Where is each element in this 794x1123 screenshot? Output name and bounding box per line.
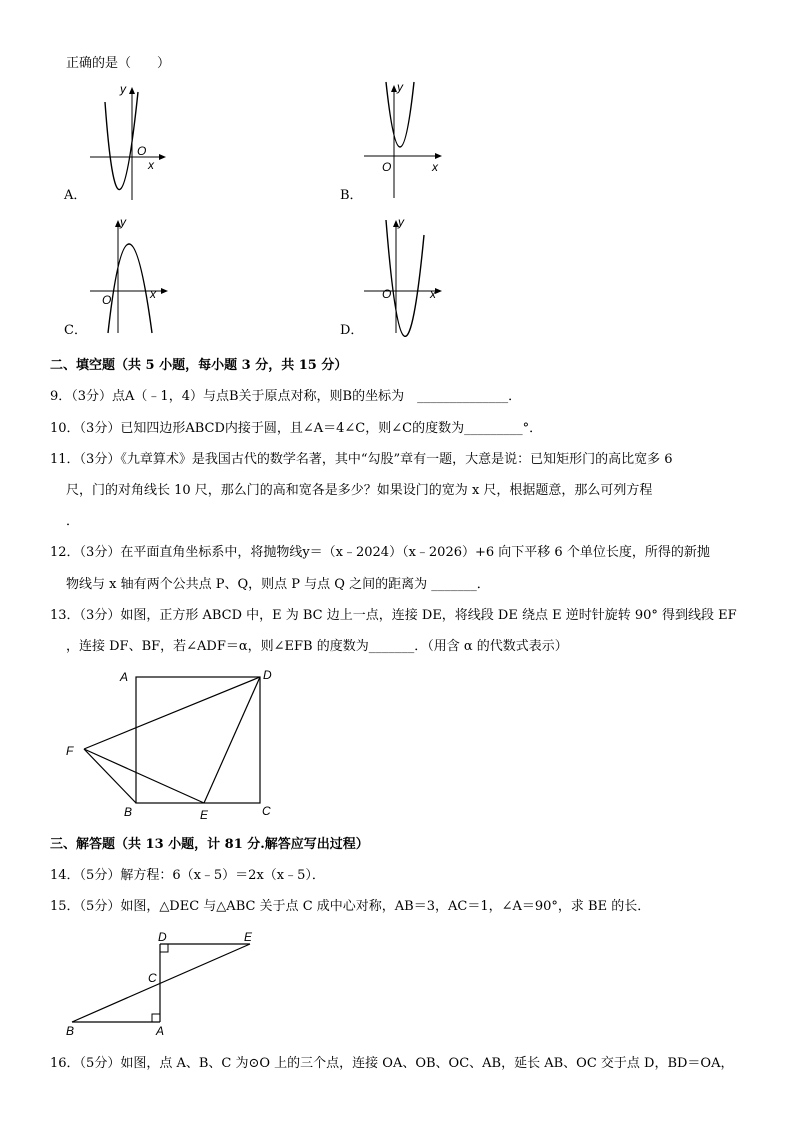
option-c-x-label: x [150, 287, 156, 301]
option-d-letter: D． [340, 323, 364, 338]
option-a-x-label: x [148, 158, 154, 172]
question-15: 15．（5分）如图，△DEC 与△ABC 关于点 C 成中心对称，AB＝3，AC＝1，∠A＝90°，求 BE 的长． [50, 899, 651, 914]
q15-label-a: A [156, 1024, 165, 1038]
question-12-line-1: 12．（3分）在平面直角坐标系中，将抛物线y＝（x﹣2024）（x﹣2026）+6 向下平移 6 个单位长度，所得的新抛 [50, 545, 710, 560]
question-9: 9．（3分）点A（﹣1，4）与点B关于原点对称，则B的坐标为 ______________． [50, 389, 522, 404]
option-c-y-label: y [120, 215, 126, 229]
option-c-graph [90, 215, 174, 335]
q15-label-e: E [244, 930, 253, 944]
q13-label-b: B [124, 805, 133, 819]
option-a-graph [90, 82, 170, 202]
q13-label-e: E [200, 808, 209, 822]
option-b-y-label: y [397, 80, 403, 94]
option-c-letter: C． [64, 323, 87, 338]
option-b-graph [364, 80, 448, 200]
q13-square-figure [60, 664, 290, 824]
q13-label-f: F [66, 744, 74, 758]
option-d-graph [364, 215, 448, 337]
q15-label-b: B [66, 1024, 75, 1038]
section-2-heading: 二、填空题（共 5 小题，每小题 3 分，共 15 分） [50, 358, 348, 373]
question-10: 10．（3分）已知四边形ABCD内接于圆，且∠A＝4∠C，则∠C的度数为_________°． [50, 421, 543, 436]
q15-label-c: C [148, 971, 157, 985]
option-c-origin-label: O [102, 293, 112, 307]
q13-label-a: A [120, 670, 129, 684]
option-d-origin-label: O [382, 287, 392, 301]
option-d-y-label: y [398, 215, 404, 229]
option-b-origin-label: O [382, 160, 392, 174]
q15-label-d: D [158, 930, 167, 944]
question-13-line-1: 13．（3分）如图，正方形 ABCD 中，E 为 BC 边上一点，连接 DE，将线段 DE 绕点 E 逆时针旋转 90° 得到线段 EF [50, 608, 737, 623]
option-d-x-label: x [430, 287, 436, 301]
question-16: 16．（5分）如图，点 A、B、C 为⊙O 上的三个点，连接 OA、OB、OC、AB，延长 AB、OC 交于点 D，BD＝OA， [50, 1056, 734, 1071]
question-11-line-1: 11．（3分）《九章算术》是我国古代的数学名著，其中“勾股”章有一题，大意是说：已知矩形门的高比宽多 6 [50, 452, 673, 467]
section-3-heading: 三、解答题（共 13 小题，计 81 分.解答应写出过程） [50, 837, 369, 852]
q8-stem: 正确的是（ ） [66, 56, 171, 71]
option-b-letter: B． [340, 188, 363, 203]
question-14: 14．（5分）解方程：6（x﹣5）＝2x（x﹣5）． [50, 868, 325, 883]
question-11-line-2: 尺，门的对角线长 10 尺，那么门的高和宽各是多少？如果设门的宽为 x 尺，根据题意，那么可列方程 [66, 483, 653, 498]
option-a-origin-label: O [137, 144, 147, 158]
q13-label-c: C [262, 804, 271, 818]
option-a-letter: A． [64, 188, 87, 203]
option-a-y-label: y [120, 82, 126, 96]
question-11-line-3: ． [66, 514, 80, 529]
q13-label-d: D [263, 668, 272, 682]
question-12-line-2: 物线与 x 轴有两个公共点 P、Q，则点 P 与点 Q 之间的距离为 _______． [66, 577, 490, 592]
question-13-line-2: ，连接 DF、BF，若∠ADF＝α，则∠EFB 的度数为_______．（用含 α 的代数式表示） [66, 639, 568, 654]
option-b-x-label: x [432, 160, 438, 174]
q15-symmetry-figure [60, 928, 270, 1040]
